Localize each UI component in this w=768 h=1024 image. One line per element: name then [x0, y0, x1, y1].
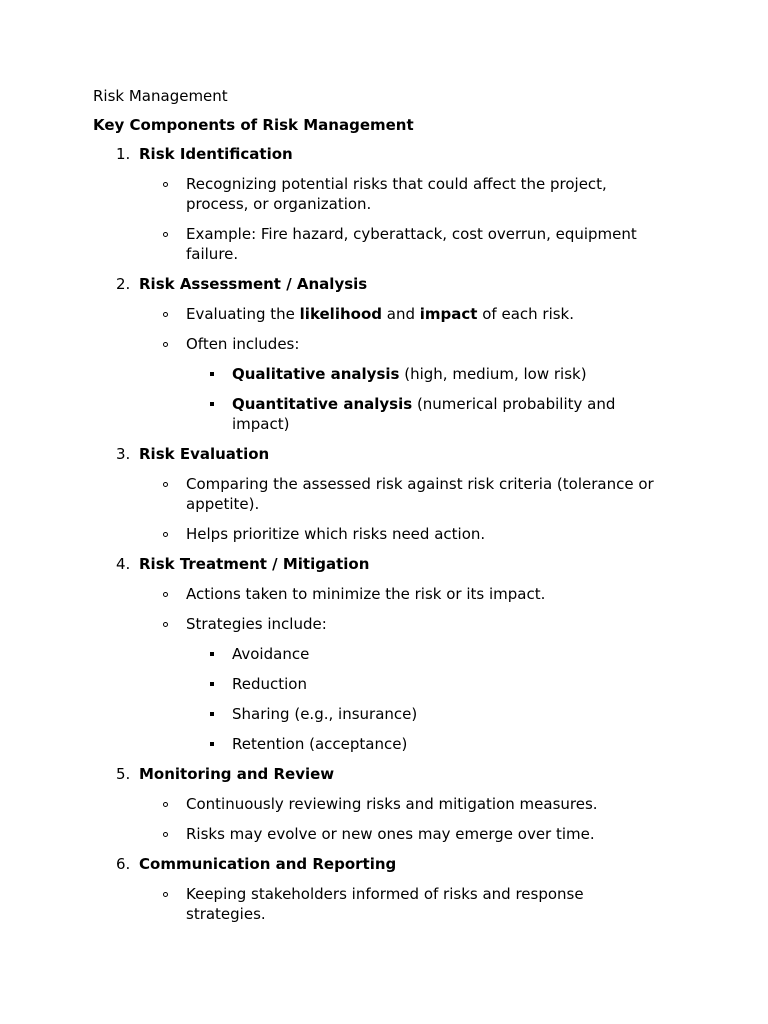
section-heading: Key Components of Risk Management	[93, 116, 414, 134]
text-run: Often includes:	[186, 335, 300, 353]
text-run: Actions taken to minimize the risk or its impact.	[186, 585, 546, 603]
list-number: 5.	[116, 765, 131, 783]
sub-list-item	[232, 414, 289, 434]
bold-text: Qualitative analysis	[232, 365, 400, 383]
list-number: 3.	[116, 445, 131, 463]
list-item	[186, 304, 574, 324]
text-run: appetite).	[186, 495, 260, 513]
section-title: Monitoring and Review	[139, 765, 335, 783]
list-number: 2.	[116, 275, 131, 293]
text-run: (high, medium, low risk)	[399, 365, 587, 383]
section-title: Risk Identification	[139, 145, 293, 163]
list-item	[186, 194, 371, 214]
text-run: Avoidance	[232, 645, 310, 663]
document-title: Risk Management	[93, 87, 228, 105]
text-run: impact)	[232, 415, 290, 433]
circle-bullet-icon	[163, 802, 168, 807]
list-item	[186, 494, 259, 514]
sub-list-item	[232, 394, 615, 414]
circle-bullet-icon	[163, 532, 168, 537]
square-bullet-icon	[210, 402, 214, 406]
bold-text: impact	[419, 305, 478, 323]
square-bullet-icon	[210, 712, 214, 716]
square-bullet-icon	[210, 682, 214, 686]
list-number: 4.	[116, 555, 131, 573]
text-run: Strategies include:	[186, 615, 327, 633]
text-run: Sharing (e.g., insurance)	[232, 705, 418, 723]
bold-text: likelihood	[299, 305, 382, 323]
circle-bullet-icon	[163, 622, 168, 627]
text-run: Reduction	[232, 675, 307, 693]
section-title: Communication and Reporting	[139, 855, 397, 873]
text-run: Comparing the assessed risk against risk criteria (tolerance or	[186, 475, 654, 493]
list-item	[186, 224, 637, 244]
list-item	[186, 334, 299, 354]
text-run: of each risk.	[477, 305, 575, 323]
text-run: (numerical probability and	[412, 395, 616, 413]
text-run: Keeping stakeholders informed of risks and response	[186, 885, 584, 903]
list-item	[186, 584, 545, 604]
text-run: Retention (acceptance)	[232, 735, 408, 753]
list-item	[186, 614, 327, 634]
list-item	[186, 824, 595, 844]
section-title: Risk Treatment / Mitigation	[139, 555, 370, 573]
circle-bullet-icon	[163, 482, 168, 487]
text-run: process, or organization.	[186, 195, 372, 213]
list-item	[186, 904, 266, 924]
list-item	[186, 474, 654, 494]
list-item	[186, 244, 238, 264]
list-number: 6.	[116, 855, 131, 873]
circle-bullet-icon	[163, 592, 168, 597]
circle-bullet-icon	[163, 342, 168, 347]
list-item	[186, 884, 584, 904]
list-item	[186, 794, 598, 814]
text-run: failure.	[186, 245, 239, 263]
circle-bullet-icon	[163, 232, 168, 237]
text-run: Example: Fire hazard, cyberattack, cost overrun, equipment	[186, 225, 637, 243]
circle-bullet-icon	[163, 832, 168, 837]
sub-list-item	[232, 674, 307, 694]
list-item	[186, 174, 607, 194]
sub-list-item	[232, 704, 417, 724]
list-number: 1.	[116, 145, 131, 163]
bold-text: Quantitative analysis	[232, 395, 413, 413]
text-run: strategies.	[186, 905, 266, 923]
text-run: Helps prioritize which risks need action.	[186, 525, 486, 543]
sub-list-item	[232, 644, 309, 664]
text-run: and	[382, 305, 420, 323]
text-run: Recognizing potential risks that could affect the project,	[186, 175, 607, 193]
section-title: Risk Evaluation	[139, 445, 270, 463]
sub-list-item	[232, 734, 407, 754]
text-run: Evaluating the	[186, 305, 300, 323]
circle-bullet-icon	[163, 312, 168, 317]
square-bullet-icon	[210, 372, 214, 376]
text-run: Continuously reviewing risks and mitigation measures.	[186, 795, 598, 813]
circle-bullet-icon	[163, 182, 168, 187]
sub-list-item	[232, 364, 587, 384]
list-item	[186, 524, 485, 544]
square-bullet-icon	[210, 652, 214, 656]
section-title: Risk Assessment / Analysis	[139, 275, 368, 293]
circle-bullet-icon	[163, 892, 168, 897]
text-run: Risks may evolve or new ones may emerge over time.	[186, 825, 595, 843]
square-bullet-icon	[210, 742, 214, 746]
